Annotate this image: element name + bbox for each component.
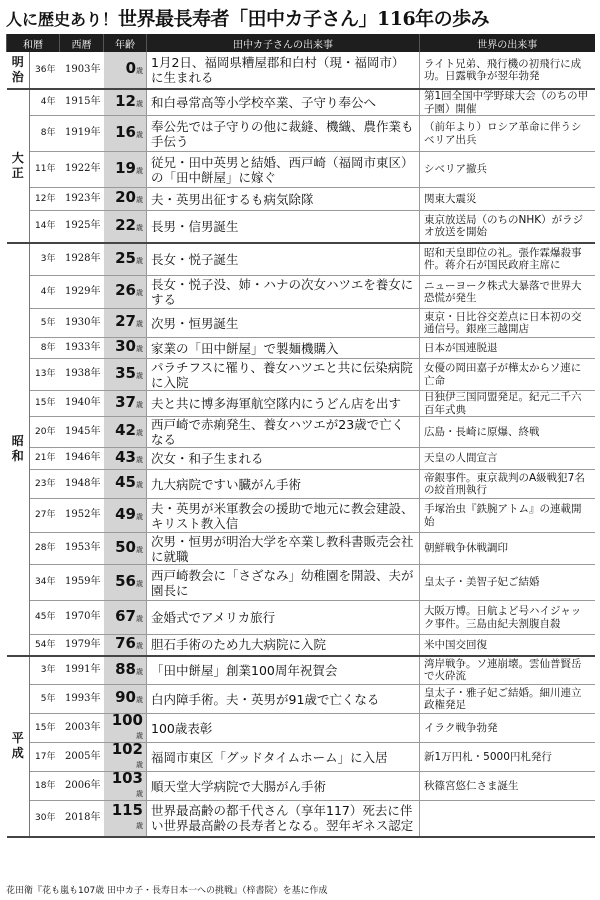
event-text: 福岡市東区「グッドタイムホーム」に入居 (147, 743, 420, 772)
table-row (7, 601, 595, 635)
event-text: 次男・恒男誕生 (147, 309, 420, 338)
age-unit: 歳 (136, 130, 143, 139)
title-main: 世界最長寿者「田中カ子さん」116年の歩み (118, 8, 490, 30)
event-text: 「田中餅屋」創業100周年祝賀会 (147, 656, 420, 685)
event-text: 次男・恒男が明治大学を卒業し教科書販売会社に就職 (147, 533, 420, 565)
age-cell (104, 601, 147, 635)
world-event-text (420, 801, 595, 837)
age-unit: 歳 (136, 481, 143, 490)
age-value: 88 (115, 659, 136, 678)
japanese-year: 34年 (30, 565, 60, 601)
western-year: 1915年 (60, 89, 104, 116)
event-text: 100歳表彰 (147, 714, 420, 743)
age-value: 19 (115, 158, 136, 177)
age-unit: 歳 (136, 345, 143, 354)
age-cell (104, 635, 147, 656)
western-year: 1929年 (60, 276, 104, 309)
world-event-text: 皇太子・雅子妃ご結婚。細川連立政権発足 (420, 685, 595, 714)
age-cell (104, 656, 147, 685)
age-value: 16 (115, 122, 136, 141)
age-value: 45 (115, 473, 136, 492)
world-event-text: ニューヨーク株式大暴落で世界大恐慌が発生 (420, 276, 595, 309)
world-event-text: イラク戦争勃発 (420, 714, 595, 743)
age-cell (104, 565, 147, 601)
age-cell (104, 743, 147, 772)
age-cell (104, 417, 147, 448)
table-row (7, 152, 595, 188)
japanese-year: 30年 (30, 801, 60, 837)
table-row (7, 243, 595, 276)
era-cell (7, 243, 30, 656)
page-title (6, 4, 596, 32)
world-event-text: 女優の岡田嘉子が樺太からソ連に亡命 (420, 359, 595, 391)
header-era: 和暦 (7, 34, 60, 52)
table-row (7, 448, 595, 470)
japanese-year: 45年 (30, 601, 60, 635)
japanese-year: 12年 (30, 188, 60, 211)
age-unit: 歳 (136, 455, 143, 464)
western-year: 1970年 (60, 601, 104, 635)
western-year: 1922年 (60, 152, 104, 188)
age-cell (104, 89, 147, 116)
table-body (7, 52, 595, 837)
age-unit: 歳 (136, 642, 143, 650)
age-value: 12 (115, 91, 136, 110)
age-value: 27 (115, 312, 136, 331)
japanese-year: 13年 (30, 359, 60, 391)
event-text: 家業の「田中餅屋」で製麺機購入 (147, 338, 420, 359)
western-year: 1953年 (60, 533, 104, 565)
japanese-year: 17年 (30, 743, 60, 772)
age-cell (104, 188, 147, 211)
japanese-year: 23年 (30, 470, 60, 499)
table-row (7, 116, 595, 152)
table-row (7, 656, 595, 685)
western-year: 1991年 (60, 656, 104, 685)
age-unit: 歳 (136, 320, 143, 329)
world-event-text: 米中国交回復 (420, 635, 595, 656)
age-cell (104, 359, 147, 391)
age-cell (104, 801, 147, 837)
japanese-year: 11年 (30, 152, 60, 188)
table-row (7, 52, 595, 89)
age-unit: 歳 (136, 99, 143, 108)
event-text: パラチフスに罹り、養女ハツエと共に伝染病院に入院 (147, 359, 420, 391)
table-row (7, 533, 595, 565)
table-row (7, 565, 595, 601)
japanese-year: 4年 (30, 89, 60, 116)
age-unit: 歳 (136, 545, 143, 554)
western-year: 2003年 (60, 714, 104, 743)
era-name: 大正 (11, 150, 24, 180)
event-text: 次女・和子生まれる (147, 448, 420, 470)
age-cell (104, 533, 147, 565)
age-cell (104, 276, 147, 309)
era-name: 明治 (11, 55, 24, 84)
age-value: 103 (111, 771, 143, 787)
world-event-text: 昭和天皇即位の礼。張作霖爆殺事件。蒋介石が国民政府主席に (420, 243, 595, 276)
table-row (7, 772, 595, 801)
event-text: 金婚式でアメリカ旅行 (147, 601, 420, 635)
age-cell (104, 52, 147, 89)
table-row (7, 309, 595, 338)
age-unit: 歳 (136, 256, 143, 265)
age-cell (104, 470, 147, 499)
age-cell (104, 714, 147, 743)
western-year: 1938年 (60, 359, 104, 391)
age-unit: 歳 (136, 760, 143, 769)
event-text: 夫・英男が米軍教会の援助で地元に教会建設、キリスト教入信 (147, 499, 420, 533)
era-name: 昭和 (11, 434, 24, 463)
world-event-text: 皇太子・美智子妃ご結婚 (420, 565, 595, 601)
western-year: 1933年 (60, 338, 104, 359)
western-year: 1919年 (60, 116, 104, 152)
world-event-text: 朝鮮戦争休戦調印 (420, 533, 595, 565)
japanese-year: 3年 (30, 243, 60, 276)
age-unit: 歳 (136, 731, 143, 740)
age-value: 56 (115, 571, 136, 590)
age-unit: 歳 (136, 223, 143, 232)
event-text: 1月2日、福岡県糟屋郡和白村（現・福岡市）に生まれる (147, 52, 420, 89)
table-row (7, 359, 595, 391)
world-event-text: シベリア撤兵 (420, 152, 595, 188)
age-unit: 歳 (136, 614, 143, 623)
era-name: 平成 (11, 731, 24, 760)
table-row (7, 801, 595, 837)
western-year: 1903年 (60, 52, 104, 89)
age-value: 100 (111, 713, 143, 729)
event-text: 夫・英男出征するも病気除隊 (147, 188, 420, 211)
table-row (7, 685, 595, 714)
world-event-text: 秋篠宮悠仁さま誕生 (420, 772, 595, 801)
western-year: 2006年 (60, 772, 104, 801)
title-prefix: 人に歴史あり！ (6, 10, 119, 29)
age-value: 26 (115, 281, 136, 300)
event-text: 従兄・田中英男と結婚、西戸崎（福岡市東区）の「田中餅屋」に嫁ぐ (147, 152, 420, 188)
japanese-year: 5年 (30, 685, 60, 714)
japanese-year: 20年 (30, 417, 60, 448)
table-row (7, 338, 595, 359)
japanese-year: 8年 (30, 338, 60, 359)
age-value: 25 (115, 248, 136, 267)
table-row (7, 743, 595, 772)
age-cell (104, 116, 147, 152)
age-value: 90 (115, 688, 136, 707)
event-text: 順天堂大学病院で大腸がん手術 (147, 772, 420, 801)
age-unit: 歳 (136, 196, 143, 205)
age-value: 37 (115, 392, 136, 411)
source-credit: 花田衛『花も嵐も107歳 田中カ子・長寿日本一への挑戦』（梓書院）を基に作成 (6, 886, 328, 896)
event-text: 西戸崎教会に「さざなみ」幼稚園を開設、夫が園長に (147, 565, 420, 601)
western-year: 2018年 (60, 801, 104, 837)
age-value: 76 (115, 634, 136, 652)
era-cell (7, 656, 30, 837)
history-table (6, 34, 595, 838)
world-event-text: 第1回全国中学野球大会（のちの甲子園）開催 (420, 89, 595, 116)
western-year: 1952年 (60, 499, 104, 533)
age-unit: 歳 (136, 789, 143, 798)
age-value: 102 (111, 742, 143, 758)
world-event-text: 東京・日比谷交差点に日本初の交通信号。銀座三越開店 (420, 309, 595, 338)
table-row (7, 635, 595, 656)
age-value: 67 (115, 606, 136, 625)
age-value: 50 (115, 537, 136, 556)
age-unit: 歳 (136, 67, 143, 76)
header-world: 世界の出来事 (420, 34, 595, 52)
japanese-year: 15年 (30, 714, 60, 743)
age-unit: 歳 (136, 429, 143, 438)
age-value: 43 (115, 447, 136, 466)
japanese-year: 15年 (30, 391, 60, 417)
age-cell (104, 772, 147, 801)
age-cell (104, 499, 147, 533)
japanese-year: 27年 (30, 499, 60, 533)
japanese-year: 14年 (30, 211, 60, 243)
table-row (7, 470, 595, 499)
world-event-text: 手塚治虫『鉄腕アトム』の連載開始 (420, 499, 595, 533)
age-value: 115 (111, 801, 143, 820)
table-row (7, 276, 595, 309)
japanese-year: 3年 (30, 656, 60, 685)
event-text: 長女・悦子没、姉・ハナの次女ハツエを養女にする (147, 276, 420, 309)
age-unit: 歳 (136, 667, 143, 676)
age-unit: 歳 (136, 289, 143, 298)
western-year: 2005年 (60, 743, 104, 772)
western-year: 1928年 (60, 243, 104, 276)
event-text: 長女・悦子誕生 (147, 243, 420, 276)
age-cell (104, 338, 147, 359)
world-event-text: 大阪万博。日航よど号ハイジャック事件。三島由紀夫割腹自殺 (420, 601, 595, 635)
western-year: 1948年 (60, 470, 104, 499)
header-ad: 西暦 (60, 34, 104, 52)
western-year: 1923年 (60, 188, 104, 211)
japanese-year: 5年 (30, 309, 60, 338)
event-text: 奉公先では子守りの他に裁縫、機織、農作業も手伝う (147, 116, 420, 152)
age-value: 42 (115, 421, 136, 440)
world-event-text: 関東大震災 (420, 188, 595, 211)
world-event-text: 天皇の人間宣言 (420, 448, 595, 470)
age-value: 49 (115, 504, 136, 523)
world-event-text: （前年より）ロシア革命に伴うシベリア出兵 (420, 116, 595, 152)
age-cell (104, 685, 147, 714)
western-year: 1940年 (60, 391, 104, 417)
western-year: 1946年 (60, 448, 104, 470)
western-year: 1930年 (60, 309, 104, 338)
header-age: 年齢 (104, 34, 147, 52)
event-text: 白内障手術。夫・英男が91歳で亡くなる (147, 685, 420, 714)
table-row (7, 714, 595, 743)
western-year: 1945年 (60, 417, 104, 448)
table-row (7, 391, 595, 417)
world-event-text: 日独伊三国同盟発足。紀元二千六百年式典 (420, 391, 595, 417)
world-event-text: 東京放送局（のちのNHK）がラジオ放送を開始 (420, 211, 595, 243)
table-header-row (7, 34, 595, 52)
age-unit: 歳 (136, 821, 143, 830)
western-year: 1925年 (60, 211, 104, 243)
age-cell (104, 211, 147, 243)
event-text: 夫と共に博多海軍航空隊内にうどん店を出す (147, 391, 420, 417)
age-unit: 歳 (136, 166, 143, 175)
japanese-year: 18年 (30, 772, 60, 801)
age-value: 0 (125, 59, 136, 78)
table-row (7, 417, 595, 448)
event-text: 九大病院ですい臓がん手術 (147, 470, 420, 499)
age-unit: 歳 (136, 512, 143, 521)
table-row (7, 499, 595, 533)
age-unit: 歳 (136, 371, 143, 380)
japanese-year: 54年 (30, 635, 60, 656)
world-event-text: 日本が国連脱退 (420, 338, 595, 359)
age-value: 22 (115, 215, 136, 234)
event-text: 長男・信男誕生 (147, 211, 420, 243)
western-year: 1959年 (60, 565, 104, 601)
world-event-text: 広島・長崎に原爆、終戦 (420, 417, 595, 448)
japanese-year: 36年 (30, 52, 60, 89)
table-row (7, 89, 595, 116)
age-unit: 歳 (136, 696, 143, 705)
japanese-year: 21年 (30, 448, 60, 470)
event-text: 和白尋常高等小学校卒業、子守り奉公へ (147, 89, 420, 116)
era-cell (7, 89, 30, 243)
table-row (7, 211, 595, 243)
age-value: 30 (115, 337, 136, 356)
japanese-year: 4年 (30, 276, 60, 309)
western-year: 1979年 (60, 635, 104, 656)
world-event-text: 湾岸戦争。ソ連崩壊。雲仙普賢岳で火砕流 (420, 656, 595, 685)
age-unit: 歳 (136, 579, 143, 588)
age-cell (104, 152, 147, 188)
age-value: 20 (115, 188, 136, 207)
world-event-text: 帝銀事件。東京裁判のA級戦犯7名の絞首刑執行 (420, 470, 595, 499)
event-text: 胆石手術のため九大病院に入院 (147, 635, 420, 656)
header-events: 田中カ子さんの出来事 (147, 34, 420, 52)
age-unit: 歳 (136, 400, 143, 409)
age-cell (104, 391, 147, 417)
japanese-year: 28年 (30, 533, 60, 565)
western-year: 1993年 (60, 685, 104, 714)
world-event-text: ライト兄弟、飛行機の初飛行に成功。日露戦争が翌年勃発 (420, 52, 595, 89)
age-cell (104, 448, 147, 470)
age-value: 35 (115, 363, 136, 382)
japanese-year: 8年 (30, 116, 60, 152)
event-text: 世界最高齢の都千代さん（享年117）死去に伴い世界最高齢の長寿者となる。翌年ギネス認定 (147, 801, 420, 837)
world-event-text: 新1万円札・5000円札発行 (420, 743, 595, 772)
era-cell (7, 52, 30, 89)
age-cell (104, 309, 147, 338)
table-row (7, 188, 595, 211)
age-cell (104, 243, 147, 276)
event-text: 西戸崎で赤痢発生、養女ハツエが23歳で亡くなる (147, 417, 420, 448)
